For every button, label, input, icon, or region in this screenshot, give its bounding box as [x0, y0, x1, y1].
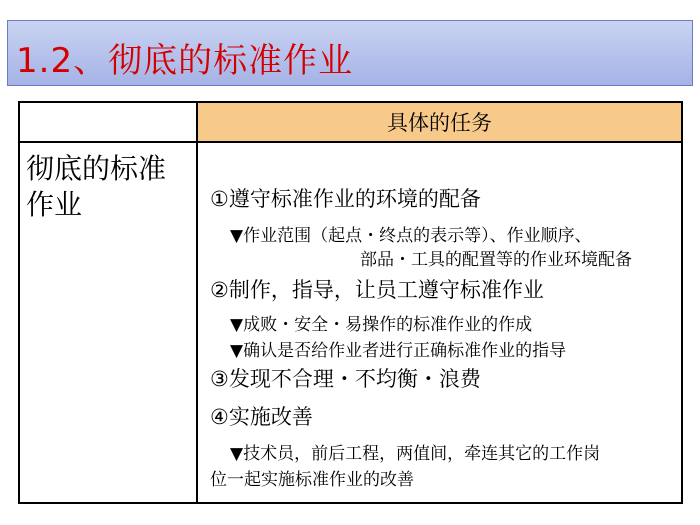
task-item-1-detail-1: ▼作业范围（起点・终点的表示等）、作业顺序、 — [230, 226, 592, 246]
task-item-4-detail-2: 位一起实施标准作业的改善 — [210, 470, 414, 490]
task-table — [18, 101, 683, 504]
task-item-2: ②制作，指导，让员工遵守标准作业 — [210, 278, 544, 302]
header-cell — [198, 103, 681, 143]
task-item-1: ①遵守标准作业的环境的配备 — [210, 187, 481, 211]
task-item-4-detail-1: ▼技术员，前后工程，两值间，牵连其它的工作岗 — [230, 444, 601, 464]
task-item-3: ③发现不合理・不均衡・浪费 — [210, 367, 481, 391]
category-cell — [20, 143, 198, 502]
title-bar — [7, 20, 693, 86]
header-label: 具体的任务 — [387, 111, 492, 135]
category-label: 彻底的标准作业 — [26, 152, 167, 221]
page-title: 1.2、彻底的标准作业 — [16, 41, 354, 81]
task-item-4: ④实施改善 — [210, 405, 313, 429]
task-item-2-detail-1: ▼成败・安全・易操作的标准作业的作成 — [230, 315, 533, 335]
task-item-1-detail-2: 部品・工具的配置等的作业环境配备 — [360, 250, 632, 270]
task-content — [210, 143, 675, 502]
task-item-2-detail-2: ▼确认是否给作业者进行正确标准作业的指导 — [230, 341, 567, 361]
header-empty-cell — [20, 103, 198, 143]
